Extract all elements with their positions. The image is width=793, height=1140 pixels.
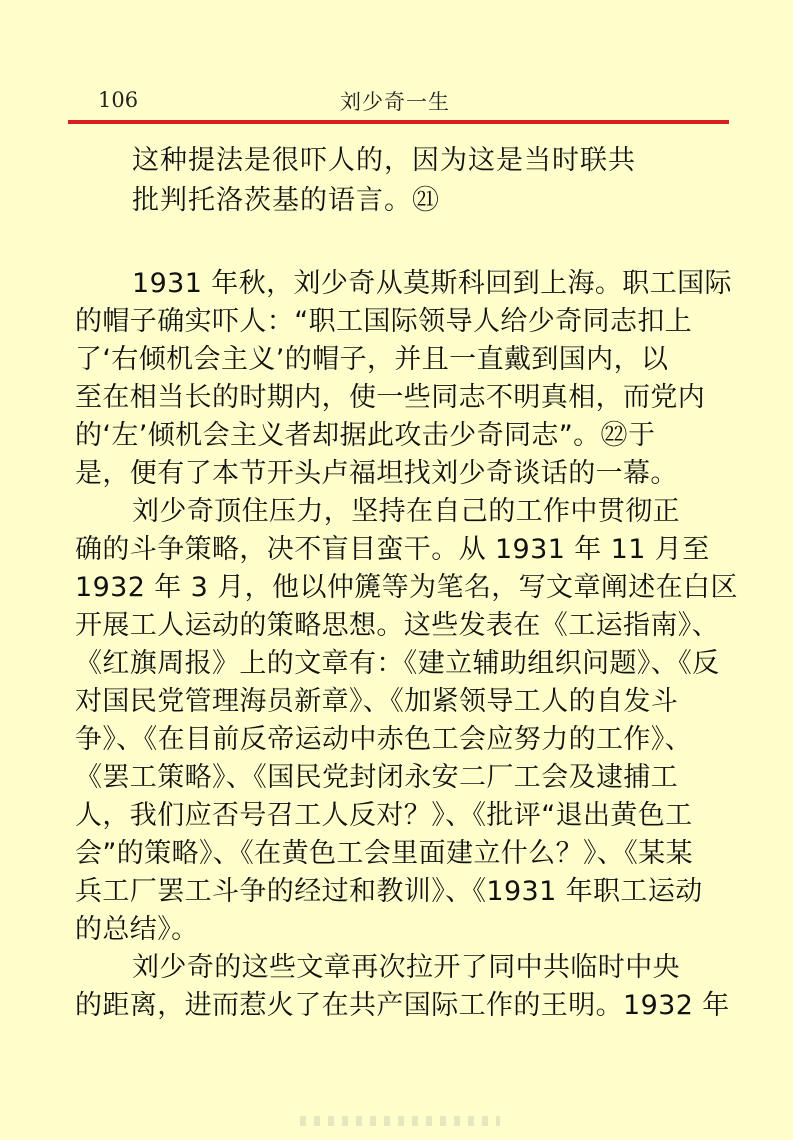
body-line: 会”的策略》、《在黄色工会里面建立什么？》、《某某 xyxy=(75,838,693,869)
quote-line: 这种提法是很吓人的，因为这是当时联共 xyxy=(132,145,636,176)
body-line: 的总结》。 xyxy=(75,914,199,945)
body-line: 的‘左’倾机会主义者却据此攻击少奇同志”。㉒于 xyxy=(75,420,656,451)
paragraph-first-line: 1931 年秋，刘少奇从莫斯科回到上海。职工国际 xyxy=(132,268,732,299)
header-rule xyxy=(68,120,729,124)
body-line: 兵工厂罢工斗争的经过和教训》、《1931 年职工运动 xyxy=(75,876,703,907)
body-line: 的帽子确实吓人：“职工国际领导人给少奇同志扣上 xyxy=(75,306,693,337)
page-header xyxy=(70,84,730,120)
body-line: 对国民党管理海员新章》、《加紧领导工人的自发斗 xyxy=(75,686,679,717)
running-title: 刘少奇一生 xyxy=(340,90,450,114)
paragraph-first-line: 刘少奇的这些文章再次拉开了同中共临时中央 xyxy=(132,952,680,983)
body-line: 《红旗周报》上的文章有：《建立辅助组织问题》、《反 xyxy=(75,648,720,679)
page-number: 106 xyxy=(98,88,139,112)
body-line: 争》、《在目前反帝运动中赤色工会应努力的工作》、 xyxy=(75,724,693,755)
block-quote xyxy=(132,142,692,222)
quote-line: 批判托洛茨基的语言。㉑ xyxy=(132,185,440,216)
body-line: 人，我们应否号召工人反对？》、《批评“退出黄色工 xyxy=(75,800,693,831)
footer-smudge xyxy=(300,1116,500,1126)
body-line: 1932 年 3 月，他以仲篪等为笔名，写文章阐述在白区 xyxy=(75,572,738,603)
body-line: 的距离，进而惹火了在共产国际工作的王明。1932 年 xyxy=(75,990,730,1021)
body-line: 确的斗争策略，决不盲目蛮干。从 1931 年 11 月至 xyxy=(75,534,710,565)
body-line: 至在相当长的时期内，使一些同志不明真相，而党内 xyxy=(75,382,706,413)
paragraph-first-line: 刘少奇顶住压力，坚持在自己的工作中贯彻正 xyxy=(132,496,680,527)
body-line: 是，便有了本节开头卢福坦找刘少奇谈话的一幕。 xyxy=(75,458,678,489)
body-line: 了‘右倾机会主义’的帽子，并且一直戴到国内，以 xyxy=(75,344,669,375)
body-line: 《罢工策略》、《国民党封闭永安二厂工会及逮捕工 xyxy=(75,762,679,793)
body-line: 开展工人运动的策略思想。这些发表在《工运指南》、 xyxy=(75,610,720,641)
body-text xyxy=(75,265,738,1025)
